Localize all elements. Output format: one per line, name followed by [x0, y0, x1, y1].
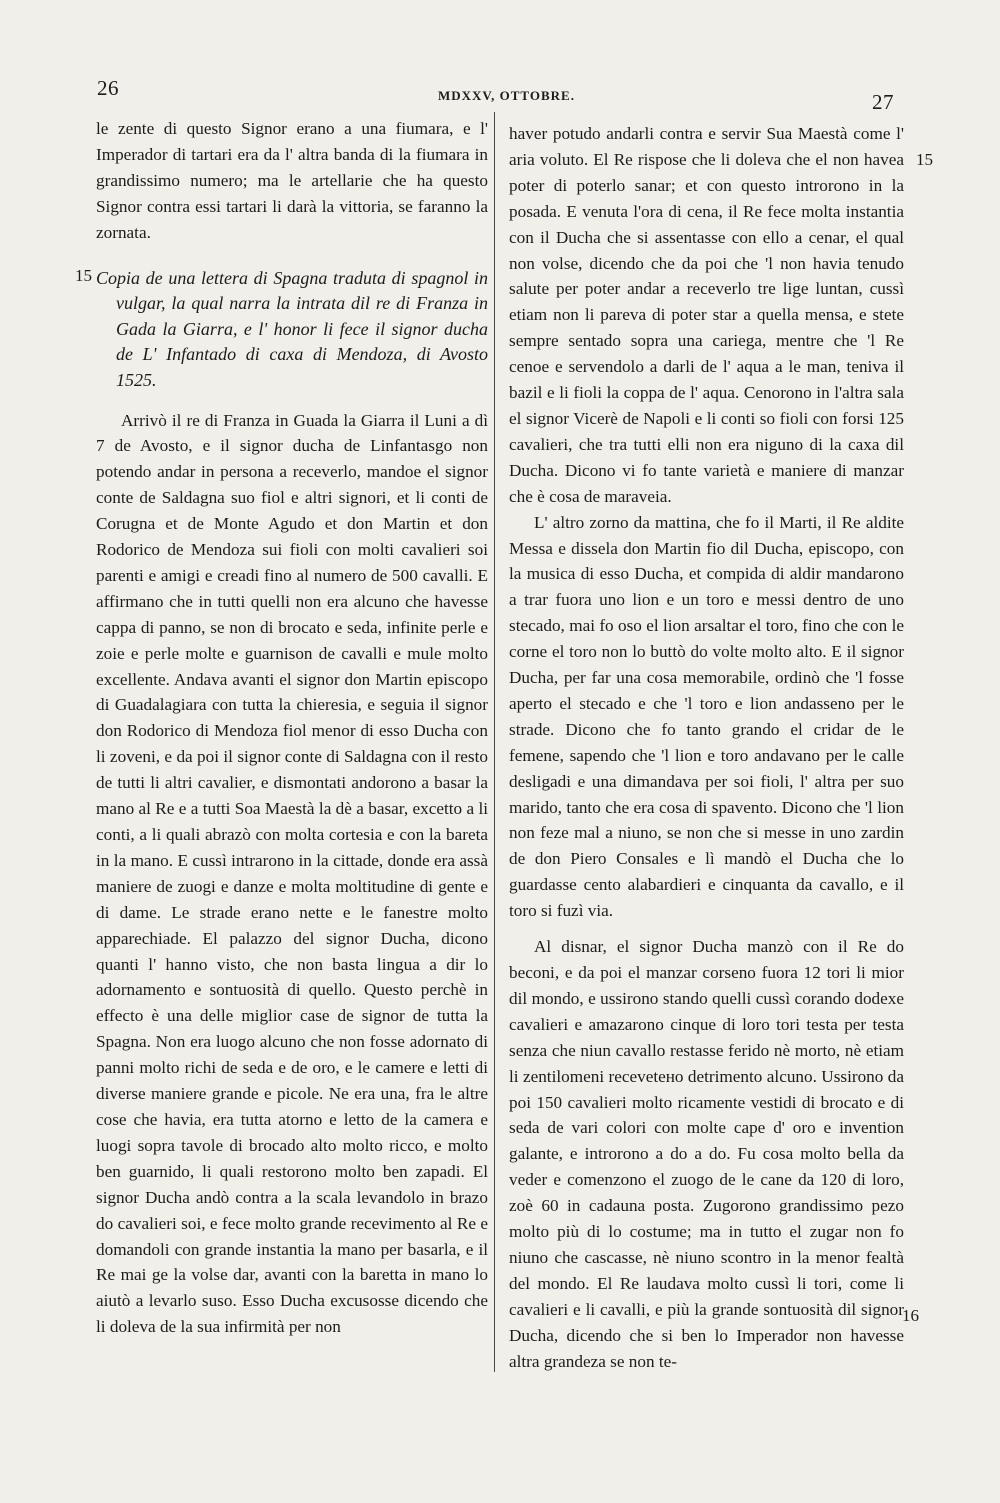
second-paragraph: L' altro zorno da mattina, che fo il Marti, il Re aldite Messa e dissela don Martin fio dil Ducha, episcopo, con la musica di esso Ducha, et compida di aldir mandarono a trar fuora uno lion e un toro e messi dentro de uno stecado, mai fo oso el lion arsaltar el toro, fino che con le corne el toro non lo buttò do volte molto alto. E il signor Ducha, per far una cosa memorabile, ordinò che 'l fosse aperto el stecado e che 'l toro e lion andasseno per le strade. Dicono che fo tanto grando el cridar de le femene, sapendo che 'l lion e toro andavano per le calle desligadi e una dimandava per soi fioli, l' altra per suo marido, tanto che era cosa di spavento. Dicono che 'l lion non feze mal a niuno, se non che si messe in uno zardin de don Piero Consales e lì mandò el Ducha che lo guardasse cento alabardieri e cinquanta da cavallo, e il toro si fuzì via.	[509, 512, 904, 921]
margin-number-15-right: 15	[916, 150, 933, 169]
left-column	[96, 116, 488, 1340]
third-paragraph: Al disnar, el signor Ducha manzò con il Re do beconi, e da poi el manzar corseno fuora 12 tori li mior dil mondo, e ussirono stando quelli cussì corando dodexe cavalieri e amazarono cinque di loro tori testa per testa senza che niun cavallo restasse ferido nè morto, nè etiam li zentilomeni recevetено detrimento alcuno. Ussirono da poi 150 cavalieri molto ricamente vestidi di brocato e di seda de vari colori con molte cape d' oro e invention galante, e introrono a do a do. Fu cosa molto bella da veder e comenzono el zuogo de le cane da 120 di loro, zoè 60 in cadauna posta. Zugorono grandissimo pezo molto più di lo costume; ma in tutto el zugar non fo niuno che cascasse, nè niuno scontro in la menor fealtà del mondo. El Re laudava molto cussì li tori, come li cavalieri e li cavalli, e più la grande sontuosità dil signor Ducha, dicendo che si ben lo Imperador non havesse altra grandeza se non te-	[509, 937, 904, 1371]
main-paragraph: Arrivò il re di Franza in Guada la Giarra il Luni a dì 7 de Avosto, e il signor ducha de Linfantasgo non potendo andar in persona a receverlo, mandoe el signor conte de Saldagna suo fiol e altri signori, et li conti de Corugna et de Monte Agudo et don Martin et don Rodorico de Mendoza sui fioli con molti cavalieri soi parenti e amigi e creadi fino al numero de 500 cavalli. E affirmano che in tutti quelli non era alcuno che havesse cappa di panno, se non di brocato e seda, infinite perle e zoie e perle molte e guarnison de cavalli e mule molto excellente. Andava avanti el signor don Martin episcopo di Guadalagiara con tutta la chieresia, e seguia il signor don Rodorico di Mendoza fiol menor di esso Ducha con li zoveni, e da poi il signor conte di Saldagna con il resto de tutti li altri cavalier, e dismontati andorono a basar la mano al Re e a tutti Soa Maestà la dè a basar, excetto a li conti, a li quali abrazò con molta cortesia e con la bareta in la mano. E cussì intrarono in la cittade, donde era assà maniere de zuogi e danze e molta moltitudine di gente e di dame. Le strade erano nette e le fanestre molto apparechiade. El palazzo del signor Ducha, dicono quanti l' hanno visto, che non basta lingua a dir lo adornamento e sontuosità di quello. Questo perchè in effecto è una delle miglior case de signor de tutta la Spagna. Non era luogo alcuno che non fosse adornato di panni molto richi de seda e de oro, e le camere e letti di diverse maniere grande e picole. Ne era una, fra le altre cose che havia, era tutta atorno e letto de la camera e luogi sopra tavole di brocado alto molto ricco, e molto ben guarnido, li quali restorono molto ben zapadi. El signor Ducha andò contra a la scala levandolo in brazo do cavalieri soi, e fece molto grande recevimento al Re e domandoli con grande instantia la mano per basarla, e il Re mai ge la volse dar, avanti con la baretta in mano lo aiutò a levarlo suso. Esso Ducha excusosse dicendo che li doleva de la sua infirmità per non	[96, 410, 488, 1337]
right-column	[509, 121, 904, 1375]
margin-number-15-left: 15	[75, 266, 92, 285]
running-head: MDXXV, OTTOBRE.	[438, 88, 575, 103]
left-page-number: 26	[97, 76, 119, 100]
intro-paragraph: le zente di questo Signor erano a una fiumara, e l' Imperador di tartari era da l' altra banda di la fiumara in grandissimo numero; ma le artellarie che ha questo Signor contra essi tartari li darà la vittoria, se faranno la zornata.	[96, 119, 488, 242]
continued-paragraph: haver potudo andarli contra e servir Sua Maestà come l' aria voluto. El Re rispose che li doleva che el non havea poter di poterlo sanar; et con questo introrono in la posada. E venuta l'ora di cena, il Re fece molta instantia con il Ducha che si assentasse con ello a cenar, el qual non volse, dicendo che da poi che 'l non havia tenudo salute per poter andar a receverlo tre lige luntan, cussì etiam non li pareva di poter star a quella mensa, e stete sempre sentado sopra una cariega, mentre che 'l Re cenoe e servendolo a darli de l' aqua a le man, teniva il bazil e li fioli la coppa de l' aqua. Cenorono in l'altra sala el signor Vicerè de Napoli e li conti so fioli con forsi 125 cavalieri, che tra tutti elli non era niguno di la caxa dil Ducha. Dicono vi fo tante varietà e maniere di manzar che è cosa de maraveia.	[509, 124, 904, 506]
letter-headline: Copia de una lettera di Spagna traduta di spagnol in vulgar, la qual narra la intrata dil re di Franza in Gada la Giarra, e l' honor li fece il signor ducha de L' Infantado di caxa di Mendoza, di Avosto 1525.	[96, 267, 488, 390]
right-page-number: 27	[872, 90, 894, 114]
column-divider	[494, 112, 495, 1372]
margin-number-16: 16	[902, 1306, 919, 1325]
